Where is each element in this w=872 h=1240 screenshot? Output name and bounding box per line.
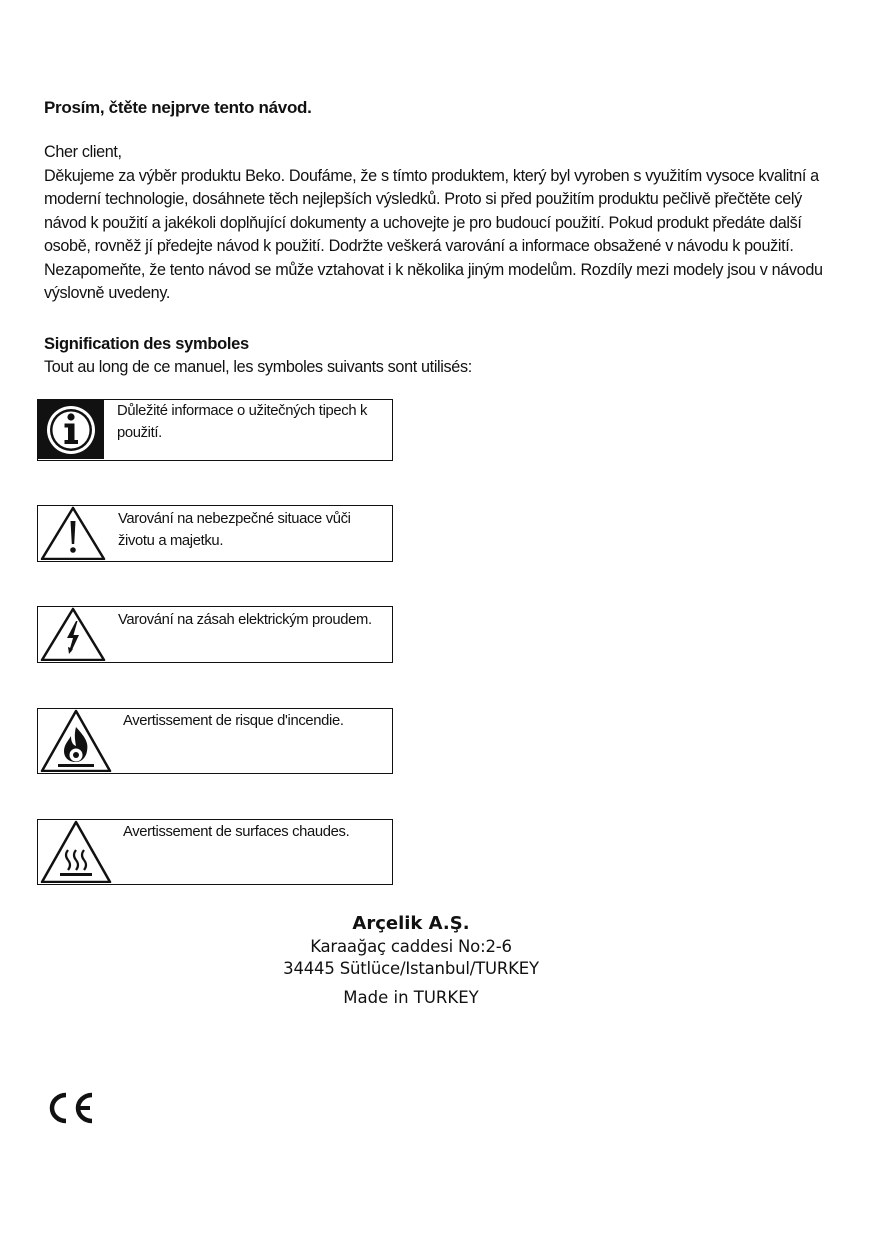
symbol-box-electric: [37, 606, 393, 663]
page-title: Prosím, čtěte nejprve tento návod.: [44, 98, 312, 117]
models-note-paragraph: Nezapomeňte, že tento návod se může vztahovat i k několika jiným modelům. Rozdíly mezi modely jsou v návodu výslovně uvedeny.: [44, 260, 823, 302]
salutation: Cher client,: [44, 143, 122, 161]
info-icon: [38, 400, 104, 459]
symbols-intro: Tout au long de ce manuel, les symboles suivants sont utilisés:: [44, 358, 472, 376]
symbol-box-info: [37, 399, 393, 461]
symbol-text-warning: Varování na nebezpečné situace vůči životu a majetku.: [118, 511, 351, 549]
address-line-1: Karaağaç caddesi No:2-6: [310, 937, 512, 956]
symbol-box-fire: [37, 708, 393, 774]
intro-paragraph: Děkujeme za výběr produktu Beko. Doufáme, že s tímto produktem, který byl vyroben s využitím vysoce kvalitní a moderní technologie, dosáhnete těch nejlepších výsledků. Proto si před použitím produktu pečlivě přečtěte celý návod k použití a jakékoli doplňující dokumenty a uchovejte je pro budoucí použití. Pokud produkt předáte další osobě, rovněž jí předejte návod k použití. Dodržte veškerá varování a informace obsažené v návodu k použití.: [44, 166, 819, 255]
made-in: Made in TURKEY: [343, 988, 479, 1007]
intro-text: [44, 141, 834, 306]
symbol-text-fire: Avertissement de risque d'incendie.: [123, 713, 344, 729]
electric-shock-icon: [38, 607, 108, 661]
warning-exclamation-icon: [38, 506, 108, 560]
hot-surface-icon: [38, 820, 113, 883]
ce-mark-icon: [44, 1091, 96, 1125]
symbol-text-hot-surface: Avertissement de surfaces chaudes.: [123, 824, 350, 840]
symbol-text-electric: Varování na zásah elektrickým proudem.: [118, 612, 372, 628]
symbol-text-info: Důležité informace o užitečných tipech k použití.: [117, 403, 368, 441]
symbol-box-hot-surface: [37, 819, 393, 885]
address-line-2: 34445 Sütlüce/Istanbul/TURKEY: [283, 959, 539, 978]
manufacturer-address: [0, 912, 822, 1009]
symbols-heading: Signification des symboles: [44, 335, 249, 353]
fire-hazard-icon: [38, 709, 113, 772]
symbol-box-warning: [37, 505, 393, 562]
company-name: Arçelik A.Ş.: [352, 913, 470, 934]
